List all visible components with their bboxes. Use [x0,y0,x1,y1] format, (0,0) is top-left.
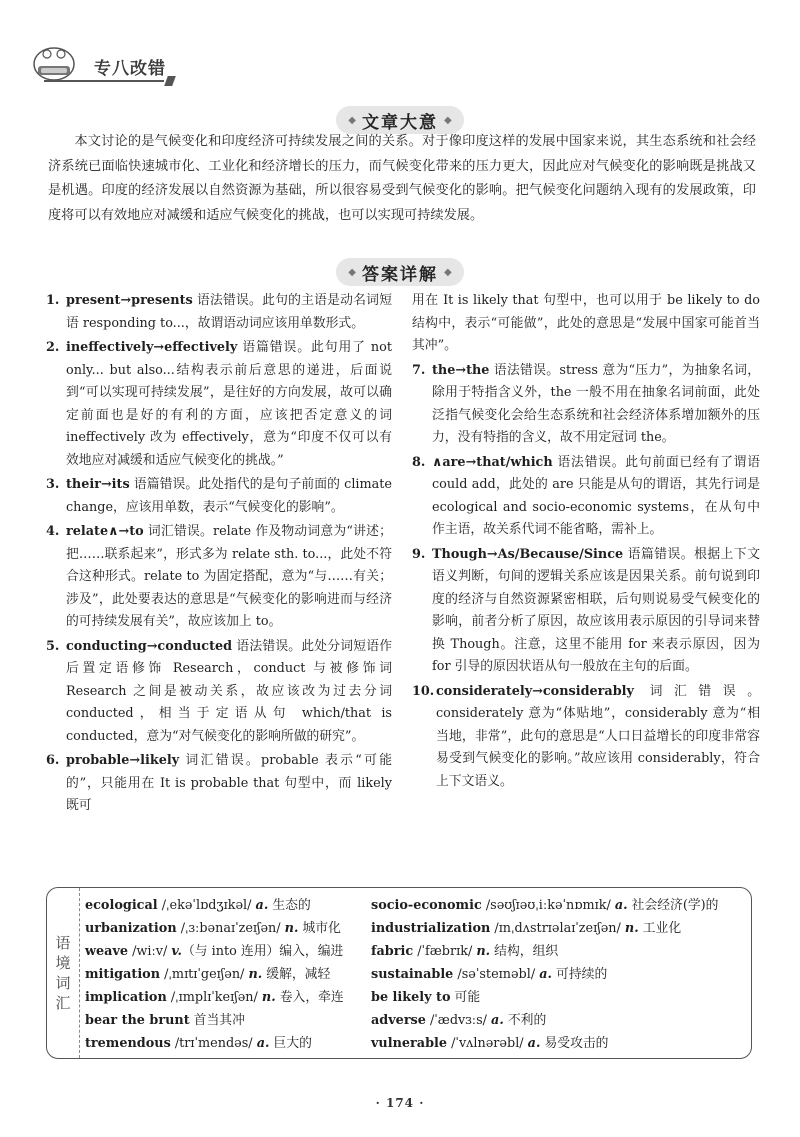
answer-item [46,636,392,749]
vocab-ipa: /ˈfæbrɪk/ [413,944,477,959]
series-logo [30,44,86,82]
vocabulary-side-label [47,888,80,1058]
answer-explanation: 此句前面已经有了谓语 could add，此处的 are 只能是从句的谓语，其先行词是 ecological and socio-economic systems，在从句中作主语，故关系代词不能省略，需补上。 [432,454,760,537]
vocab-pos: a. [256,1036,270,1051]
vocabulary-entry [85,917,385,940]
answer-explanation: stress 意为“压力”，为抽象名词，除用于特指含义外，the 一般不用在抽象名词前面，此处泛指气候变化会给生态系统和社会经济体系增加额外的压力，没有特指的含义，故不用定冠词 the。 [432,362,760,445]
answer-number: 1. [46,293,60,308]
answer-type: 词汇错误。 [143,524,213,539]
vocabulary-entry [371,1009,747,1032]
answers-title: 答案详解 [362,264,438,285]
summary-title: 文章大意 [362,112,438,133]
vocabulary-entry [371,917,747,940]
answer-correction: considerately→considerably [436,683,634,699]
answer-explanation: 根据上下文语义判断，句间的逻辑关系应该是因果关系。前句说到印度的经济与自然资源紧密相联，后句则说易受气候变化的影响，前者分析了原因，故应该用表示原因的引导词来替换 Though。注意，这里不能用 for 来表示原因，因为 for 引导的原因状语从句一般放在主句的后面。 [432,546,760,674]
vocab-pos: v. [171,944,182,959]
answer-correction: conducting→conducted [66,638,233,654]
answer-type: 语法错误。 [232,638,302,654]
answer-correction: the→the [432,362,490,378]
vocabulary-entry [371,1032,747,1055]
answer-number: 5. [46,638,60,654]
side-label-char: 汇 [55,994,71,1012]
answer-type: 语法错误。 [192,293,263,308]
vocab-word: implication [85,990,167,1005]
answer-item [46,474,392,519]
vocab-pos: a. [539,967,552,982]
vocab-ipa: /səˈsteɪnəbl/ [453,967,540,982]
header-divider-tick [164,76,176,86]
answer-number: 9. [412,546,426,562]
answer-correction: their→its [66,477,130,492]
answer-number: 4. [46,524,60,539]
answer-type: 语篇错误。 [129,477,199,492]
answer-item [46,521,392,634]
answer-item [46,290,392,335]
vocab-ipa: /ˌekəˈlɒdʒɪkəl/ [157,898,256,913]
header-divider [44,80,164,82]
answer-explanation: 此处分词短语作后置定语修饰 Research，conduct 与被修饰词 Research 之间是被动关系，故应该改为过去分词 conducted，相当于定语从句 which/that is conducted，意为“对气候变化的影响所做的研究”。 [66,638,392,744]
answer-item [46,337,392,472]
vocab-word: be likely to [371,990,451,1005]
section-header-title: 专八改错 [94,59,166,79]
vocabulary-entry [85,940,385,963]
vocab-meaning: 工业化 [638,921,682,936]
answer-correction: present→presents [66,293,193,308]
answer-explanation: 此句的主语是动名词短语 responding to...，故谓语动词应该用单数形式。 [66,293,392,331]
vocabulary-entry [85,986,385,1009]
answer-number: 10. [412,683,435,699]
vocab-pos: n. [624,921,639,936]
vocab-meaning: 巨大的 [269,1036,312,1051]
vocab-pos: n. [248,967,263,982]
vocab-ipa: /ˌɪmplɪˈkeɪʃən/ [166,990,262,1005]
summary-paragraph: 本文讨论的是气候变化和印度经济可持续发展之间的关系。对于像印度这样的发展中国家来说，其生态系统和社会经济系统已面临快速城市化、工业化和经济增长的压力，而气候变化带来的压力更大，因此应对气候变化的影响既是挑战又是机遇。印度的经济发展以自然资源为基础，所以很容易受到气候变化的影响。把气候变化问题纳入现有的发展政策，印度将可以有效地应对减缓和适应气候变化的挑战，也可以实现可持续发展。 [48,134,756,223]
vocab-ipa: /səʊʃɪəʊˌiːkəˈnɒmɪk/ [481,898,615,913]
vocabulary-column-right [371,894,747,1055]
vocab-meaning: 结构，组织 [490,944,559,959]
vocab-word: mitigation [85,967,161,982]
answer-type: 词汇错误。 [179,753,262,768]
vocab-meaning: 不利的 [503,1013,547,1028]
vocabulary-entry [85,963,385,986]
vocab-pos: a. [255,898,269,913]
vocab-pos: n. [476,944,491,959]
vocabulary-entry [85,894,385,917]
answer-explanation: relate 作及物动词意为“讲述；把……联系起来”，形式多为 relate sth. to...，此处不符合这种形式。relate to 为固定搭配，意为“与……有关；涉及”，此处要表达的意思是“气候变化的影响进而与经济的可持续发展有关”，故应该加上 to。 [66,524,392,629]
vocabulary-entry [85,1009,385,1032]
vocabulary-entry [371,963,747,986]
vocab-word: tremendous [85,1036,171,1051]
vocabulary-entry [371,940,747,963]
answer-item [46,750,392,818]
vocab-word: bear the brunt [85,1013,190,1028]
answer-continuation: 用在 It is likely that 句型中，也可以用于 be likely to do 结构中，表示“可能做”，此处的意思是“发展中国家可能首当其冲”。 [412,293,760,353]
answer-type: 语篇错误。 [623,546,695,562]
answer-number: 2. [46,340,60,355]
vocab-meaning: 首当其冲 [189,1013,245,1028]
diamond-icon: ◆ [348,114,356,126]
vocab-word: urbanization [85,921,177,936]
vocab-ipa: /wiːv/ [128,944,172,959]
vocab-word: ecological [85,898,158,913]
side-label-char: 词 [55,974,71,992]
answer-correction: relate∧→to [66,524,144,539]
vocab-meaning: 可能 [450,990,481,1005]
vocab-meaning: 生态的 [268,898,311,913]
answer-explanation: considerately 意为“体贴地”，considerably 意为“相当地，非常”，此句的意思是“人口日益增长的印度非常容易受到气候变化的影响。”故应该用 considerably，符合上下文语义。 [436,706,760,789]
vocab-pos: a. [614,898,628,913]
answer-item [412,544,760,679]
vocab-word: vulnerable [371,1036,448,1051]
answer-number: 7. [412,362,426,378]
answer-correction: ∧are→that/which [432,454,553,470]
vocab-word: socio-economic [371,898,482,913]
diamond-icon: ◆ [348,266,356,278]
vocabulary-entry [85,1032,385,1055]
vocab-meaning: 城市化 [298,921,341,936]
answer-number: 6. [46,753,60,768]
vocab-meaning: （与 into 连用）编入，编进 [182,944,344,959]
vocab-word: industrialization [371,921,491,936]
vocab-ipa: /trɪˈmendəs/ [170,1036,257,1051]
answers-column-right [412,290,760,795]
side-label-char: 语 [55,934,71,952]
answer-type: 词汇错误。 [633,683,760,699]
answer-type: 语篇错误。 [237,340,311,355]
vocab-meaning: 易受攻击的 [540,1036,609,1051]
vocab-ipa: /ˈædvɜːs/ [425,1013,492,1028]
answer-explanation: 此处指代的是句子前面的 climate change，应该用单数，表示“气候变化的影响”。 [66,477,392,515]
vocab-meaning: 缓解，减轻 [262,967,331,982]
vocab-ipa: /ˌɜːbənaɪˈzeɪʃən/ [176,921,285,936]
vocab-pos: a. [491,1013,504,1028]
vocab-word: adverse [371,1013,426,1028]
answers-banner [336,258,464,286]
vocab-pos: a. [527,1036,541,1051]
vocab-meaning: 卷入，牵连 [275,990,344,1005]
vocab-meaning: 社会经济(学)的 [627,898,719,913]
answer-explanation: 此句用了 not only... but also...结构表示前后意思的递进，后面说到“可以实现可持续发展”，是往好的方向发展，故可以确定前面也是好的有利的方面，应该把否定意义的词 ineffectively 改为 effectively，意为“印度不仅可以有效地应对减缓和适应气候变化的挑战。” [66,340,392,468]
diamond-icon: ◆ [444,114,452,126]
vocab-meaning: 可持续的 [551,967,608,982]
vocab-ipa: /ɪnˌdʌstrɪəlaɪˈzeɪʃən/ [490,921,625,936]
answer-item [412,360,760,450]
context-vocabulary-box [46,887,752,1059]
side-label-char: 境 [55,954,71,972]
vocab-word: weave [85,944,129,959]
diamond-icon: ◆ [444,266,452,278]
answer-number: 8. [412,454,426,470]
answer-number: 3. [46,477,60,492]
answer-correction: Though→As/Because/Since [432,546,624,562]
answer-correction: ineffectively→effectively [66,340,238,355]
vocab-pos: n. [284,921,299,936]
vocab-word: fabric [371,944,414,959]
vocab-ipa: /ˌmɪtɪˈgeɪʃən/ [160,967,249,982]
vocabulary-entry [371,986,747,1009]
vocab-word: sustainable [371,967,454,982]
vocabulary-column-left [85,894,385,1055]
answer-item [412,452,760,542]
answer-item [412,681,760,794]
vocab-ipa: /ˈvʌlnərəbl/ [447,1036,528,1051]
vocabulary-entry [371,894,747,917]
answers-column-left [46,290,392,820]
vocab-pos: n. [261,990,276,1005]
answer-type: 语法错误。 [552,454,626,470]
answer-explanation: probable 表示“可能的”，只能用在 It is probable that 句型中，而 likely 既可 [66,753,392,813]
answer-correction: probable→likely [66,753,180,768]
answer-type: 语法错误。 [489,362,560,378]
page-number: · 174 · [375,1096,425,1110]
